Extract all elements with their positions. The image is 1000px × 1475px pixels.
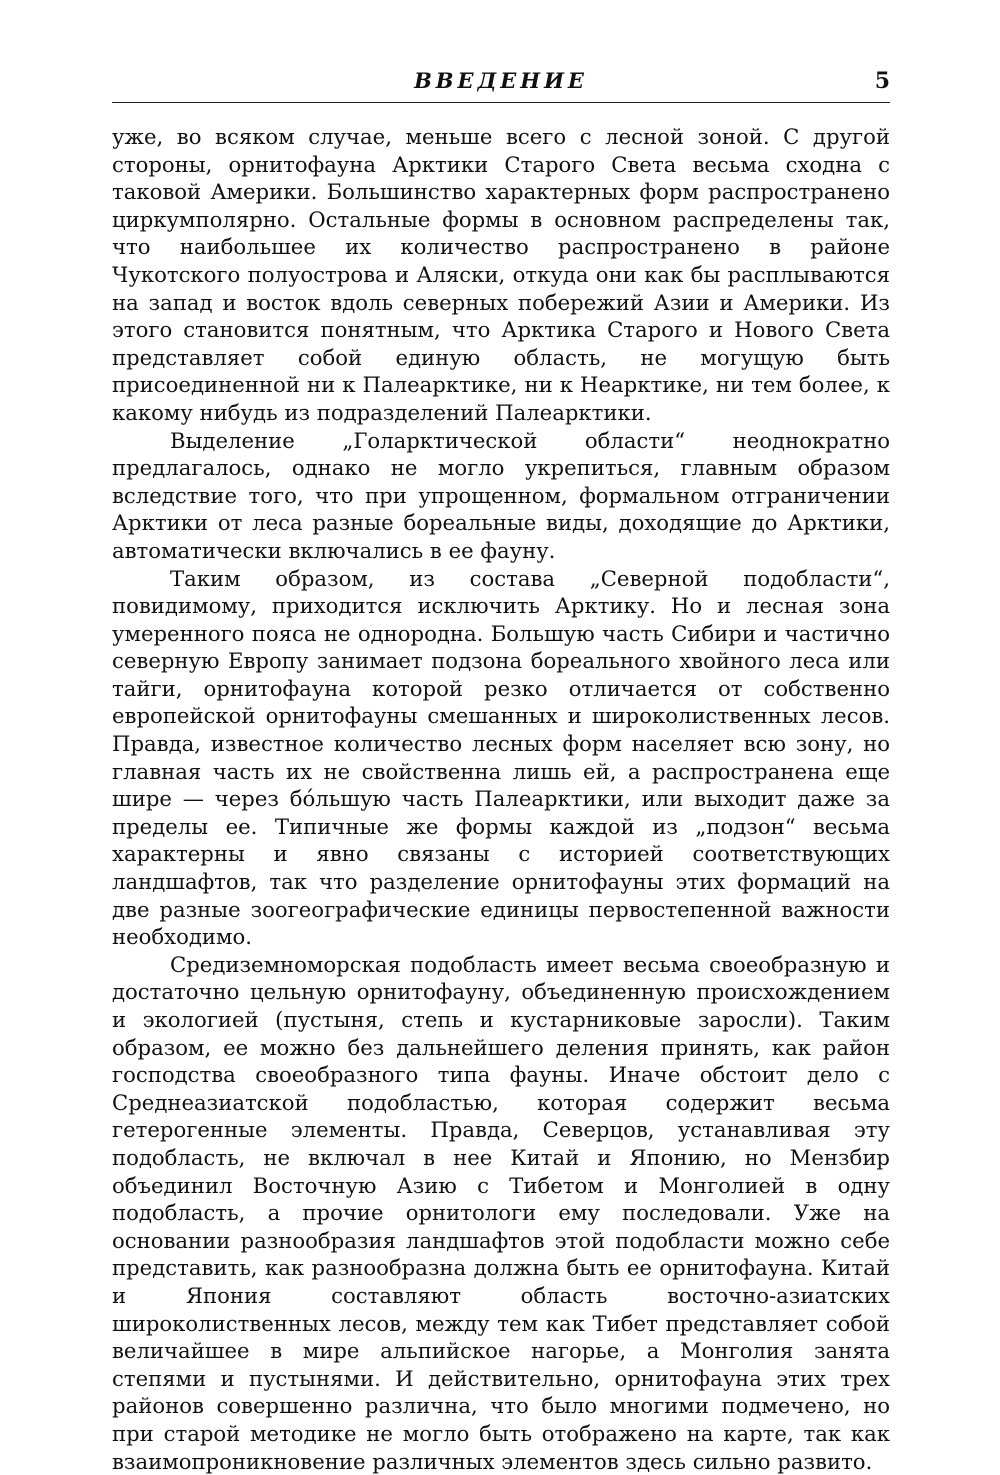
body-text xyxy=(112,123,890,1475)
paragraph-northern-subregion: Таким образом, из состава „Северной подобласти“, повидимому, приходится исключить Арктику. Но и лесная зона умеренного пояса не однородна. Большую часть Сибири и частично северную Европу занимает подзона бореального хвойного леса или тайги, орнитофауна которой резко отличается от собственно европейской орнитофауны смешанных и широколиственных лесов. Правда, известное количество лесных форм населяет всю зону, но главная часть их не свойственна лишь ей, а распространена еще шире — через бо́льшую часть Палеарктики, или выходит даже за пределы ее. Типичные же формы каждой из „подзон“ весьма характерны и явно связаны с историей соответствующих ландшафтов, так что разделение орнитофауны этих формаций на две разные зоогеографические единицы первостепенной важности необходимо. xyxy=(112,565,890,950)
chapter-title: ВВЕДЕНИЕ xyxy=(414,68,588,93)
paragraph-mediterranean: Средиземноморская подобласть имеет весьма своеобразную и достаточно цельную орнитофауну, объединенную происхождением и экологией (пустыня, степь и кустарниковые заросли). Таким образом, ее можно без дальнейшего деления принять, как район господства своеобразного типа фауны. Иначе обстоит дело с Среднеазиатской подобластью, которая содержит весьма гетерогенные элементы. Правда, Северцов, устанавливая эту подобласть, не включал в нее Китай и Японию, но Мензбир объединил Восточную Азию с Тибетом и Монголией в одну подобласть, а прочие орнитологи ему последовали. Уже на основании разнообразия ландшафтов этой подобласти можно себе представить, как разнообразна должна быть ее орнитофауна. Китай и Япония составляют область восточно-азиатских широколиственных лесов, между тем как Тибет представляет собой величайшее в мире альпийское нагорье, а Монголия занята степями и пустынями. И действительно, орнитофауна этих трех районов совершенно различна, что было многими подмечено, но при старой методике не могло быть отображено на карте, так как взаимопроникновение различных элементов здесь сильно развито. xyxy=(112,951,890,1474)
running-header xyxy=(112,66,890,103)
paragraph-holarctic: Выделение „Голарктической области“ неоднократно предлагалось, однако не могло укрепиться, главным образом вследствие того, что при упрощенном, формальном отграничении Арктики от леса разные бореальные виды, доходящие до Арктики, автоматически включались в ее фауну. xyxy=(112,427,890,563)
page-number: 5 xyxy=(874,68,890,94)
paragraph-continuation: уже, во всяком случае, меньше всего с лесной зоной. С другой стороны, орнитофауна Арктики Старого Света весьма сходна с таковой Америки. Большинство характерных форм распространено циркумполярно. Остальные формы в основном распределены так, что наибольшее их количество распространено в районе Чукотского полуострова и Аляски, откуда они как бы расплываются на запад и восток вдоль северных побережий Азии и Америки. Из этого становится понятным, что Арктика Старого и Нового Света представляет собой единую область, не могущую быть присоединенной ни к Палеарктике, ни к Неарктике, ни тем более, к какому нибудь из подразделений Палеарктики. xyxy=(112,124,890,425)
